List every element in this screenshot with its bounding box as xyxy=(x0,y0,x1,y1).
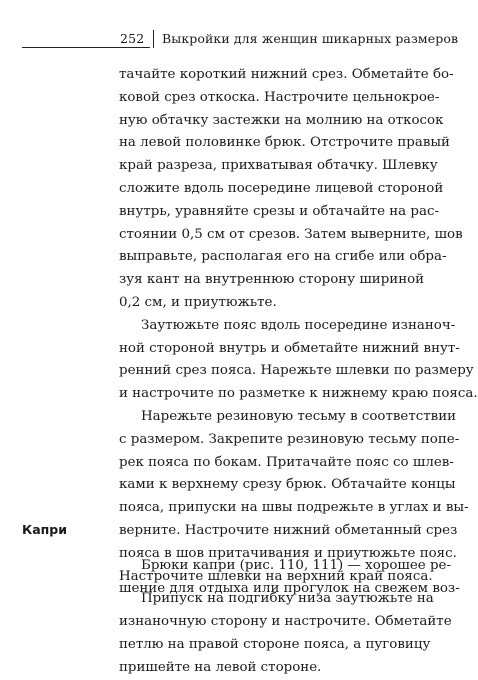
paragraph xyxy=(119,64,463,315)
page-header xyxy=(0,28,459,50)
header-divider xyxy=(153,30,154,48)
text-line: верните. Настрочите нижний обметанный срез xyxy=(119,522,458,538)
paragraph xyxy=(119,555,460,601)
text-line: ренний срез пояса. Нарежьте шлевки по размеру xyxy=(119,363,474,379)
text-line: ную обтачку застежки на молнию на откосок xyxy=(119,112,444,128)
paragraph xyxy=(119,588,452,679)
header-rule xyxy=(22,47,150,48)
text-line: Брюки капри (рис. 110, 111) — хорошее ре- xyxy=(141,558,451,573)
text-line: сложите вдоль посередине лицевой стороной xyxy=(119,180,444,196)
text-line: с размером. Закрепите резиновую тесьму попе- xyxy=(119,431,460,447)
section-heading: Капри xyxy=(22,522,67,537)
text-line: Нарежьте резиновую тесьму в соответствии xyxy=(141,408,457,424)
text-line: Припуск на подгибку низа заутюжьте на xyxy=(141,591,434,607)
text-line: ной стороной внутрь и обметайте нижний внут- xyxy=(119,340,460,356)
text-line: и настрочите по разметке к нижнему краю пояса. xyxy=(119,386,478,402)
text-line: 0,2 см, и приутюжьте. xyxy=(119,294,277,310)
text-line: пришейте на левой стороне. xyxy=(119,659,322,675)
paragraph xyxy=(119,315,478,406)
text-line: пояса, припуски на швы подрежьте в углах и вы- xyxy=(119,500,469,516)
text-line: край разреза, прихватывая обтачку. Шлевку xyxy=(119,158,438,174)
running-title: Выкройки для женщин шикарных размеров xyxy=(162,31,459,46)
text-line: внутрь, уравняйте срезы и обтачайте на рас- xyxy=(119,203,439,219)
page-number: 252 xyxy=(120,31,145,46)
text-line: шение для отдыха или прогулок на свежем воз- xyxy=(119,580,460,596)
section-intro xyxy=(119,555,460,601)
text-line: выправьте, располагая его на сгибе или обра- xyxy=(119,249,447,265)
text-line: стоянии 0,5 см от срезов. Затем выверните, шов xyxy=(119,226,463,242)
text-line: Настрочите шлевки на верхний край пояса. xyxy=(119,568,433,584)
text-line: тачайте короткий нижний срез. Обметайте бо- xyxy=(119,67,454,82)
text-line: пояса в шов притачивания и приутюжьте пояс. xyxy=(119,545,457,561)
text-line: изнаночную сторону и настрочите. Обметайте xyxy=(119,614,452,630)
text-line: ками к верхнему срезу брюк. Обтачайте концы xyxy=(119,477,456,493)
text-line: рек пояса по бокам. Притачайте пояс со шлев- xyxy=(119,454,454,470)
text-line: зуя кант на внутреннюю сторону шириной xyxy=(119,272,425,288)
text-line: на левой половинке брюк. Отстрочите правый xyxy=(119,135,450,151)
text-line: Заутюжьте пояс вдоль посередине изнаноч- xyxy=(141,317,456,333)
text-line: петлю на правой стороне пояса, а пуговицу xyxy=(119,636,431,652)
text-line: ковой срез откоска. Настрочите цельнокрое- xyxy=(119,89,440,105)
